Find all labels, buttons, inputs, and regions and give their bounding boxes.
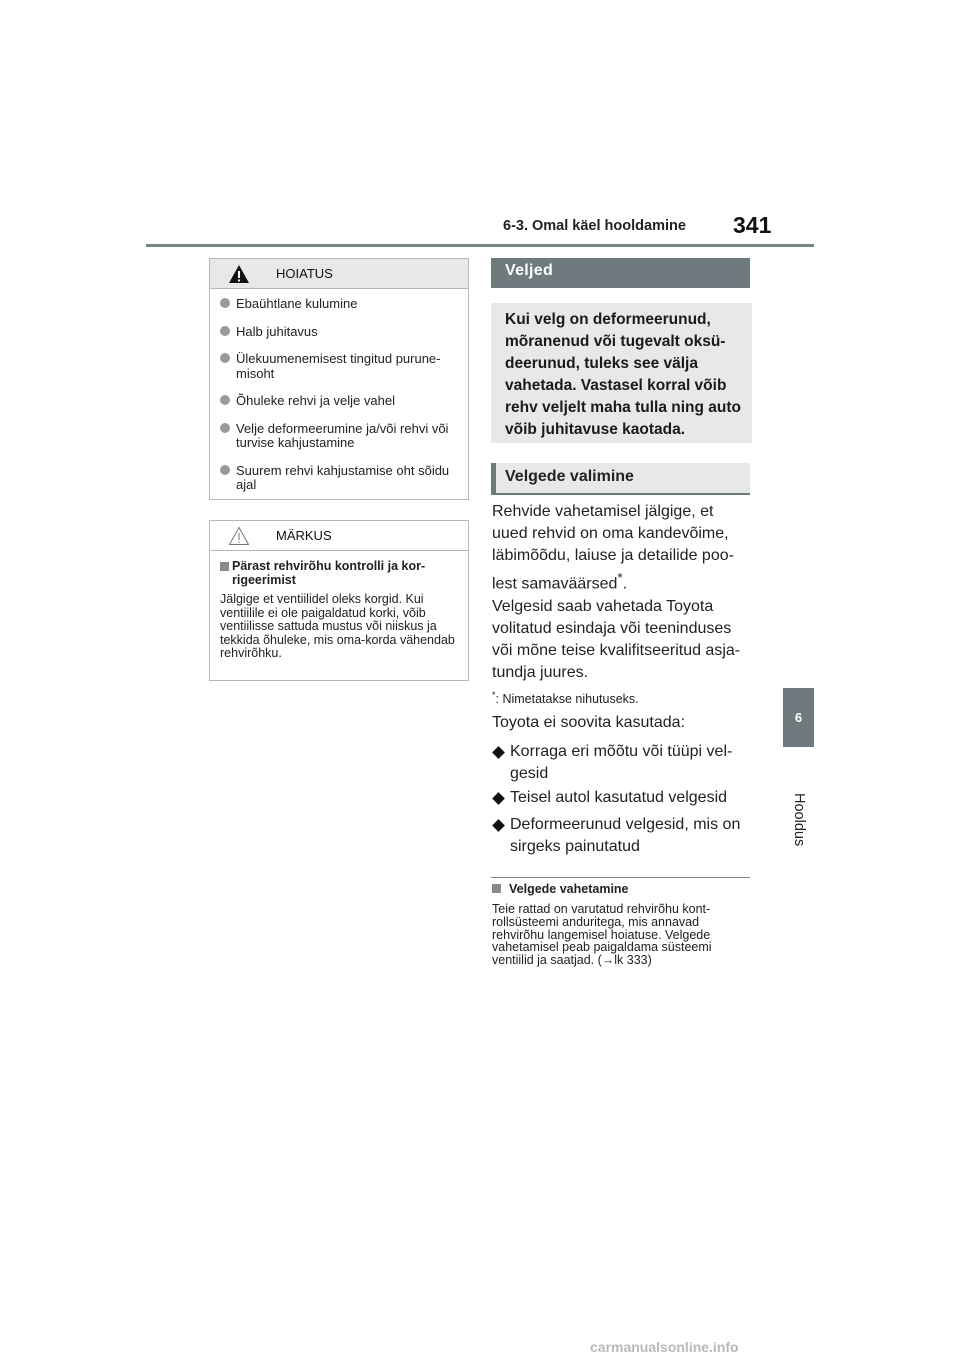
list-item: Õhuleke rehvi ja velje vahel bbox=[220, 394, 458, 409]
list-item: Halb juhitavus bbox=[220, 325, 458, 340]
list-item: Deformeerunud velgesid, mis on sirgeks painutatud bbox=[492, 814, 752, 858]
bullet-icon bbox=[220, 326, 230, 336]
watermark: carmanualsonline.info bbox=[590, 1339, 739, 1355]
footnote-marker: * bbox=[617, 570, 623, 585]
subsection-heading: Velgede valimine bbox=[491, 463, 750, 495]
replace-text: Teie rattad on varutatud rehvirõhu kont-rollsüsteemi anduritega, mis annavad rehvirõhu langemisel hoiatuse. Velgede vahetamisel peab paigaldama süsteemi ventiilid ja saatjad. (→lk 333) bbox=[492, 902, 712, 968]
list-item: Teisel autol kasutatud velgesid bbox=[492, 787, 752, 809]
replace-heading: Velgede vahetamine bbox=[492, 882, 629, 896]
list-item: Ebaühtlane kulumine bbox=[220, 297, 458, 312]
warning-header bbox=[210, 259, 468, 289]
page-number: 341 bbox=[733, 212, 772, 238]
section-heading: Veljed bbox=[491, 258, 750, 288]
notice-header bbox=[210, 521, 468, 551]
square-bullet-icon bbox=[220, 562, 229, 571]
bullet-icon bbox=[220, 423, 230, 433]
notice-box bbox=[209, 520, 469, 681]
diamond-bullet-icon bbox=[492, 819, 505, 832]
warning-title: HOIATUS bbox=[276, 266, 333, 281]
chapter-tab: 6 bbox=[783, 688, 814, 747]
notice-title: MÄRKUS bbox=[276, 528, 332, 543]
section-title: 6-3. Omal käel hooldamine bbox=[503, 218, 686, 234]
notice-triangle-icon bbox=[228, 526, 250, 546]
bullet-icon bbox=[220, 465, 230, 475]
list-item: Velje deformeerumine ja/või rehvi või turvise kahjustamine bbox=[220, 422, 458, 451]
diamond-bullet-icon bbox=[492, 746, 505, 759]
notice-text: Jälgige et ventiilidel oleks korgid. Kui ventiilile ei ole paigaldatud korki, võib ventiilisse sattuda mustus või niiskus ja tekkida õhuleke, mis oma-korda vähendab rehvirõhku. bbox=[220, 592, 455, 660]
bullet-icon bbox=[220, 353, 230, 363]
paragraph: Velgesid saab vahetada Toyota volitatud esindaja või teeninduses või mõne teise kvalifitseeritud asja-tundja juures. bbox=[492, 598, 741, 681]
warning-list bbox=[210, 289, 468, 493]
notice-body bbox=[210, 551, 468, 661]
paragraph: Toyota ei soovita kasutada: bbox=[492, 714, 686, 731]
diamond-bullet-icon bbox=[492, 792, 505, 805]
divider bbox=[491, 877, 750, 878]
bullet-icon bbox=[220, 298, 230, 308]
callout-box: Kui velg on deformeerunud, mõranenud või tugevalt oksü-deerunud, tuleks see välja vahetada. Vastasel korral võib rehv veljelt maha tulla ning auto võib juhitavuse kaotada. bbox=[491, 303, 752, 443]
list-item: Suurem rehvi kahjustamise oht sõidu ajal bbox=[220, 464, 458, 493]
chapter-label: Hooldus bbox=[791, 793, 807, 847]
header-rule bbox=[146, 244, 814, 247]
footnote: *: Nimetatakse nihutuseks. bbox=[492, 690, 639, 707]
paragraph: Rehvide vahetamisel jälgige, et uued rehvid on oma kandevõime, läbimõõdu, laiuse ja detailide poo-lest samaväärsed*. bbox=[492, 503, 734, 593]
list-item: Korraga eri mõõtu või tüüpi vel-gesid bbox=[492, 741, 752, 785]
warning-triangle-icon bbox=[228, 264, 250, 284]
list-item: Ülekuumenemisest tingitud purune-misoht bbox=[220, 352, 458, 381]
square-bullet-icon bbox=[492, 884, 501, 893]
bullet-icon bbox=[220, 395, 230, 405]
notice-heading: Pärast rehvirõhu kontrolli ja kor-rigeerimist bbox=[220, 560, 458, 587]
warning-box bbox=[209, 258, 469, 500]
